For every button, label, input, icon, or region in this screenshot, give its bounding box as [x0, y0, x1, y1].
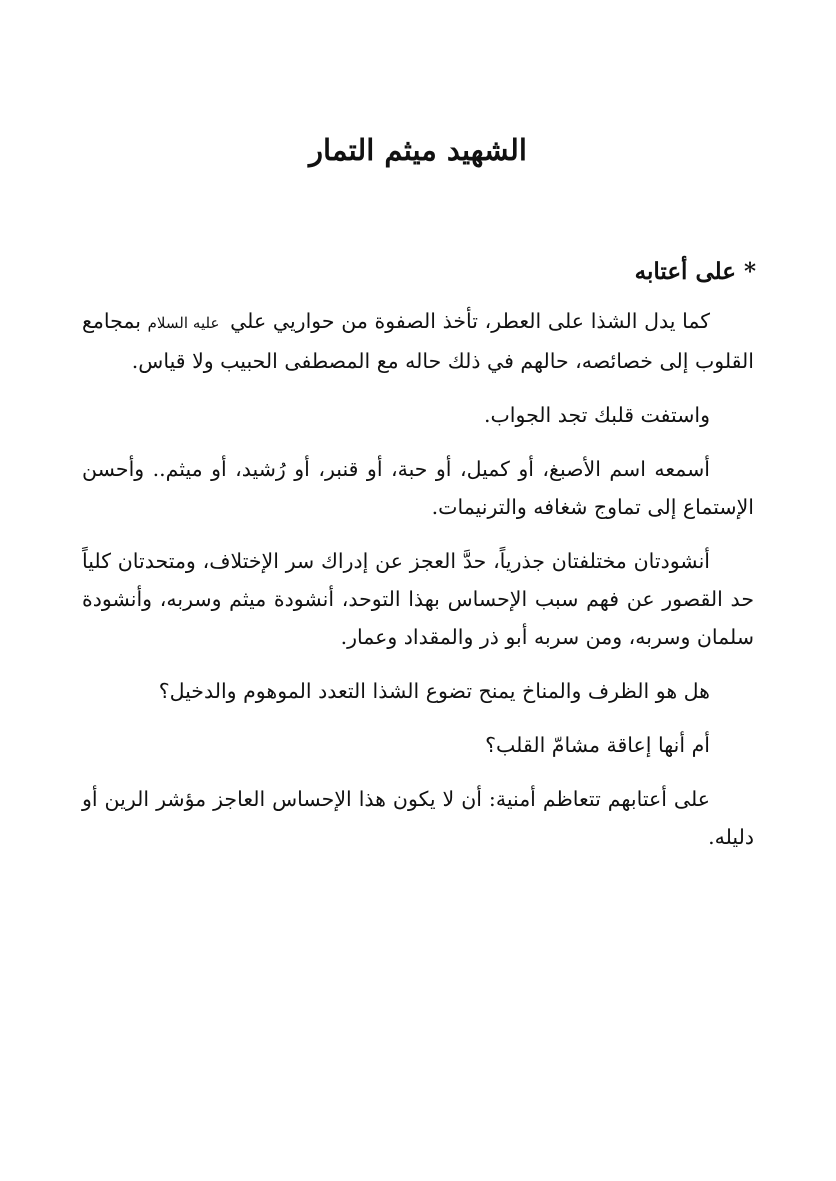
paragraph-7: على أعتابهم تتعاظم أمنية: أن لا يكون هذا الإحساس العاجز مؤشر الرين أو دليله.: [82, 787, 754, 849]
page-title: الشهيد ميثم التمار: [309, 133, 527, 167]
paragraph-1: [82, 302, 754, 380]
body-text: [82, 302, 754, 872]
paragraph-4: أنشودتان مختلفتان جذرياً، حدَّ العجز عن إدراك سر الإختلاف، ومتحدتان كلياً حد القصور عن فهم سبب الإحساس بهذا التوحد، أنشودة ميثم وسربه، وأنشودة سلمان وسربه، ومن سربه أبو ذر والمقداد وعمار.: [82, 549, 754, 649]
honorific-symbol: عليه السلام: [147, 314, 220, 332]
paragraph-1-text-continued: بمجامع القلوب إلى خصائصه، حالهم في ذلك حاله مع المصطفى الحبيب ولا قياس.: [82, 309, 754, 373]
paragraph-5: هل هو الظرف والمناخ يمنح تضوع الشذا التعدد الموهوم والدخيل؟: [158, 679, 710, 703]
paragraph-3: أسمعه اسم الأصبغ، أو كميل، أو حبة، أو قنبر، أو رُشيد، أو ميثم.. وأحسن الإستماع إلى تماوج شغافه والترنيمات.: [82, 457, 754, 519]
paragraph-1-text: كما يدل الشذا على العطر، تأخذ الصفوة من حواريي علي: [230, 309, 710, 333]
section-heading-text: على أعتابه: [634, 258, 736, 285]
section-marker: *: [743, 258, 756, 285]
section-heading: [635, 252, 756, 292]
paragraph-6: أم أنها إعاقة مشامّ القلب؟: [485, 733, 710, 757]
paragraph-2: واستفت قلبك تجد الجواب.: [483, 403, 710, 427]
